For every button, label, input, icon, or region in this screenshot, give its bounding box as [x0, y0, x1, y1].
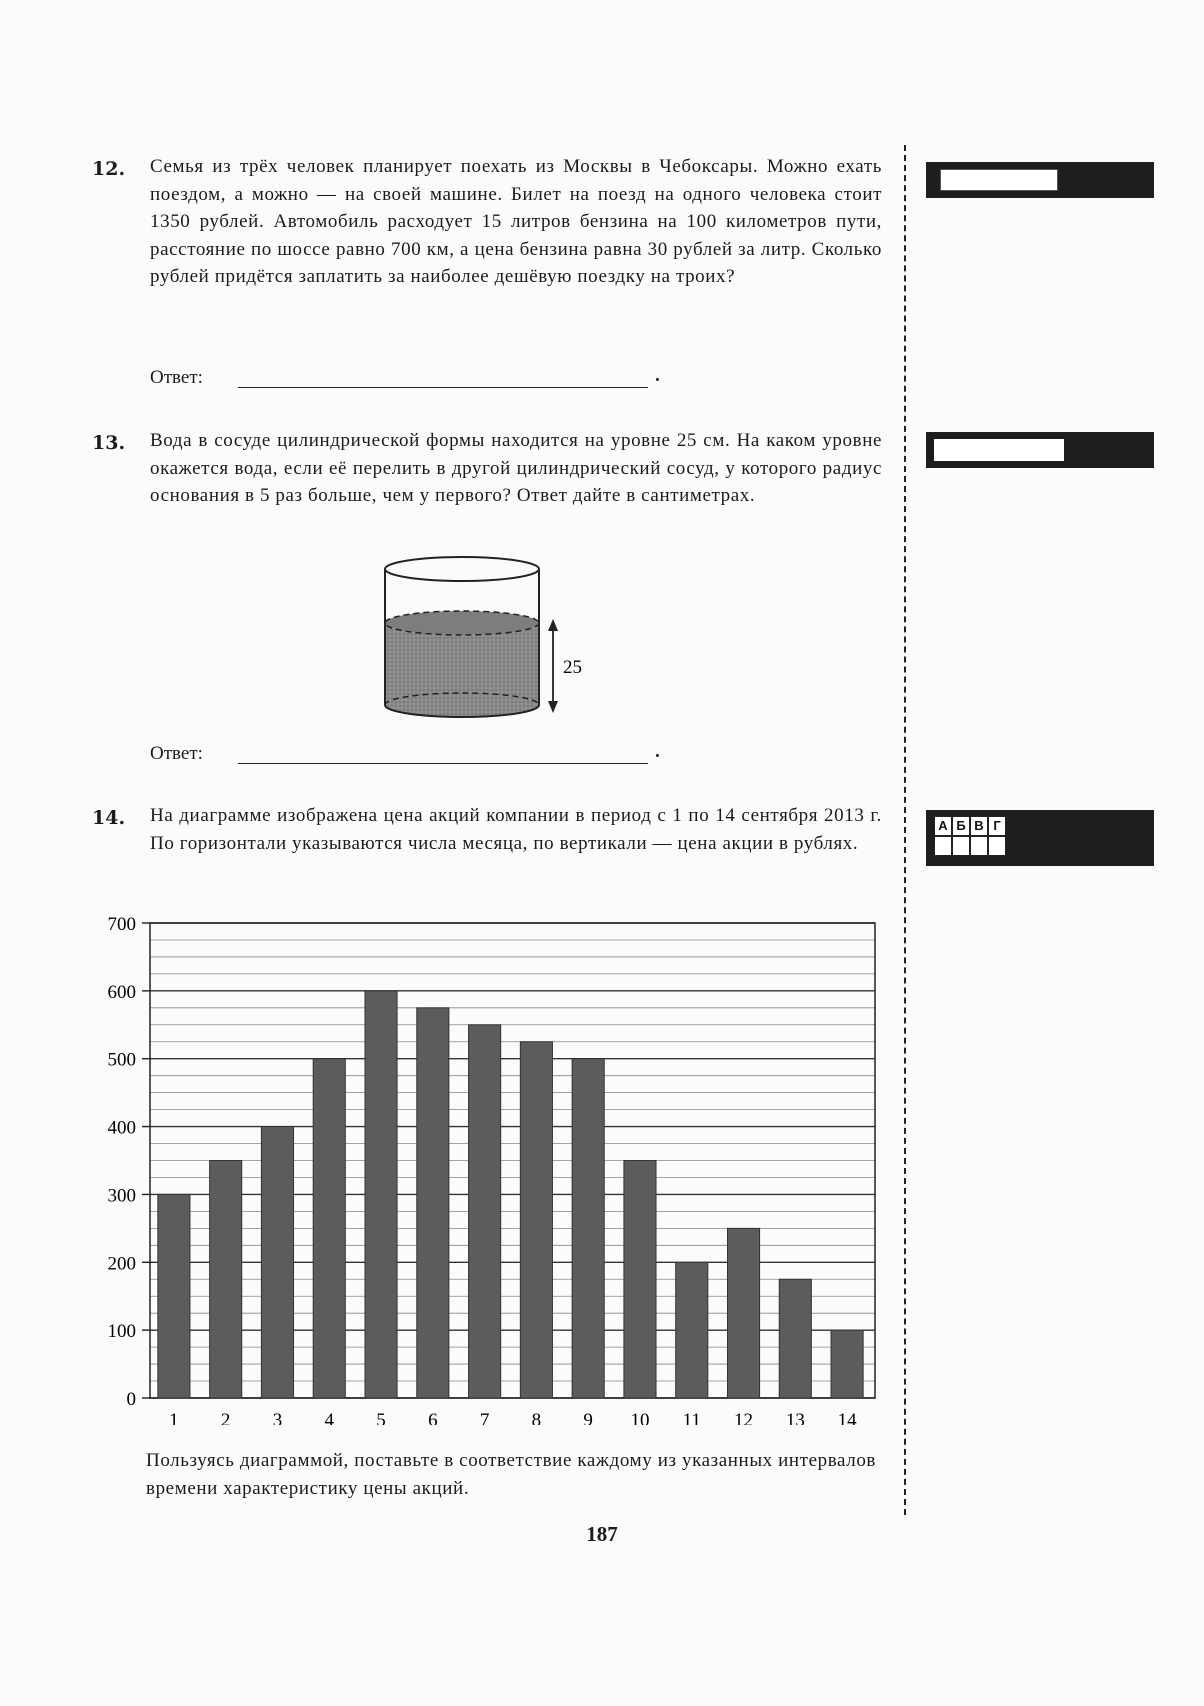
bar — [624, 1161, 656, 1399]
cylinder-figure — [375, 553, 635, 723]
answer-field[interactable] — [238, 387, 648, 388]
x-tick-label: 1 — [169, 1410, 179, 1425]
problem-number: 13. — [92, 432, 126, 454]
abvg-answer-cell[interactable] — [988, 836, 1006, 856]
abvg-letter-cell: Г — [988, 816, 1006, 836]
problem-number: 14. — [92, 807, 126, 829]
y-tick-label: 200 — [107, 1253, 136, 1275]
answer-field[interactable] — [238, 763, 648, 764]
x-tick-label: 5 — [376, 1410, 386, 1425]
problem-text: Семья из трёх человек планирует поехать из Москвы в Чебоксары. Можно ехать поездом, а можно — на своей машине. Билет на поезд на одного человека стоит 1350 рублей. Автомобиль расходует 15 литров бензина на 100 километров пути, расстояние по шоссе равно 700 км, а цена бензина равна 30 рублей за литр. Сколько рублей придётся заплатить за наиболее дешёвую поездку на троих? — [150, 156, 882, 287]
y-tick-label: 300 — [107, 1185, 136, 1207]
x-tick-label: 2 — [220, 1410, 231, 1425]
cylinder-top — [385, 557, 539, 581]
abvg-letter-cell: Б — [952, 816, 970, 836]
page-number: 187 — [586, 1522, 618, 1546]
y-tick-label: 0 — [126, 1389, 136, 1410]
answer-box-field[interactable] — [934, 439, 1064, 461]
x-tick-label: 12 — [734, 1410, 754, 1425]
answer-row — [150, 365, 660, 389]
y-tick-label: 700 — [107, 914, 136, 935]
abvg-letter-cell: А — [934, 816, 952, 836]
answer-box-14 — [926, 810, 1154, 866]
abvg-answer-cell[interactable] — [934, 836, 952, 856]
bar — [831, 1330, 863, 1398]
answer-row — [150, 741, 660, 765]
bar — [727, 1228, 759, 1398]
abvg-answer-cell[interactable] — [952, 836, 970, 856]
water-body — [385, 623, 539, 717]
water-surface — [385, 611, 539, 635]
x-tick-label: 14 — [837, 1410, 857, 1425]
y-tick-label: 400 — [107, 1117, 136, 1139]
answer-label: Ответ: — [150, 743, 203, 764]
problem-number: 12. — [92, 158, 126, 180]
y-tick-label: 600 — [107, 981, 136, 1003]
bar — [469, 1025, 501, 1398]
answer-label: Ответ: — [150, 367, 203, 388]
x-tick-label: 11 — [682, 1410, 701, 1425]
answer-box-field[interactable] — [940, 169, 1058, 191]
abvg-letter-row — [934, 816, 1006, 836]
y-tick-label: 500 — [107, 1049, 136, 1071]
x-tick-label: 3 — [272, 1410, 283, 1425]
abvg-letter-cell: В — [970, 816, 988, 836]
answer-box-12 — [926, 162, 1154, 198]
abvg-answer-row — [934, 836, 1006, 856]
bar — [572, 1059, 604, 1398]
abvg-answer-cell[interactable] — [970, 836, 988, 856]
y-tick-label: 100 — [107, 1321, 136, 1343]
x-tick-label: 8 — [531, 1410, 542, 1425]
x-tick-label: 9 — [583, 1410, 593, 1425]
bar — [779, 1279, 811, 1398]
footer-text: Пользуясь диаграммой, поставьте в соответствие каждому из указанных интервалов времени характеристику цены акций. — [146, 1450, 876, 1499]
x-tick-label: 13 — [785, 1410, 805, 1425]
height-label: 25 — [563, 657, 582, 678]
bar — [210, 1161, 242, 1399]
x-tick-label: 6 — [428, 1410, 438, 1425]
problem-text: Вода в сосуде цилиндрической формы находится на уровне 25 см. На каком уровне окажется вода, если её перелить в другой цилиндрический сосуд, у которого радиус основания в 5 раз больше, чем у первого? Ответ дайте в сантиметрах. — [150, 430, 882, 506]
bar — [520, 1042, 552, 1398]
bar — [261, 1127, 293, 1398]
stock-price-chart — [80, 905, 890, 1425]
bar — [676, 1262, 708, 1398]
bar — [158, 1194, 190, 1398]
bar — [365, 991, 397, 1398]
bar — [417, 1008, 449, 1398]
answer-box-13 — [926, 432, 1154, 468]
x-tick-label: 7 — [479, 1410, 490, 1425]
bar — [313, 1059, 345, 1398]
x-tick-label: 4 — [324, 1410, 334, 1425]
answer-dot: . — [655, 741, 660, 762]
problem-text: На диаграмме изображена цена акций компании в период с 1 по 14 сентября 2013 г. По горизонтали указываются числа месяца, по вертикали — цена акции в рублях. — [150, 805, 882, 854]
answer-dot: . — [655, 365, 660, 386]
x-tick-label: 10 — [630, 1410, 650, 1425]
cut-line — [904, 145, 906, 1515]
